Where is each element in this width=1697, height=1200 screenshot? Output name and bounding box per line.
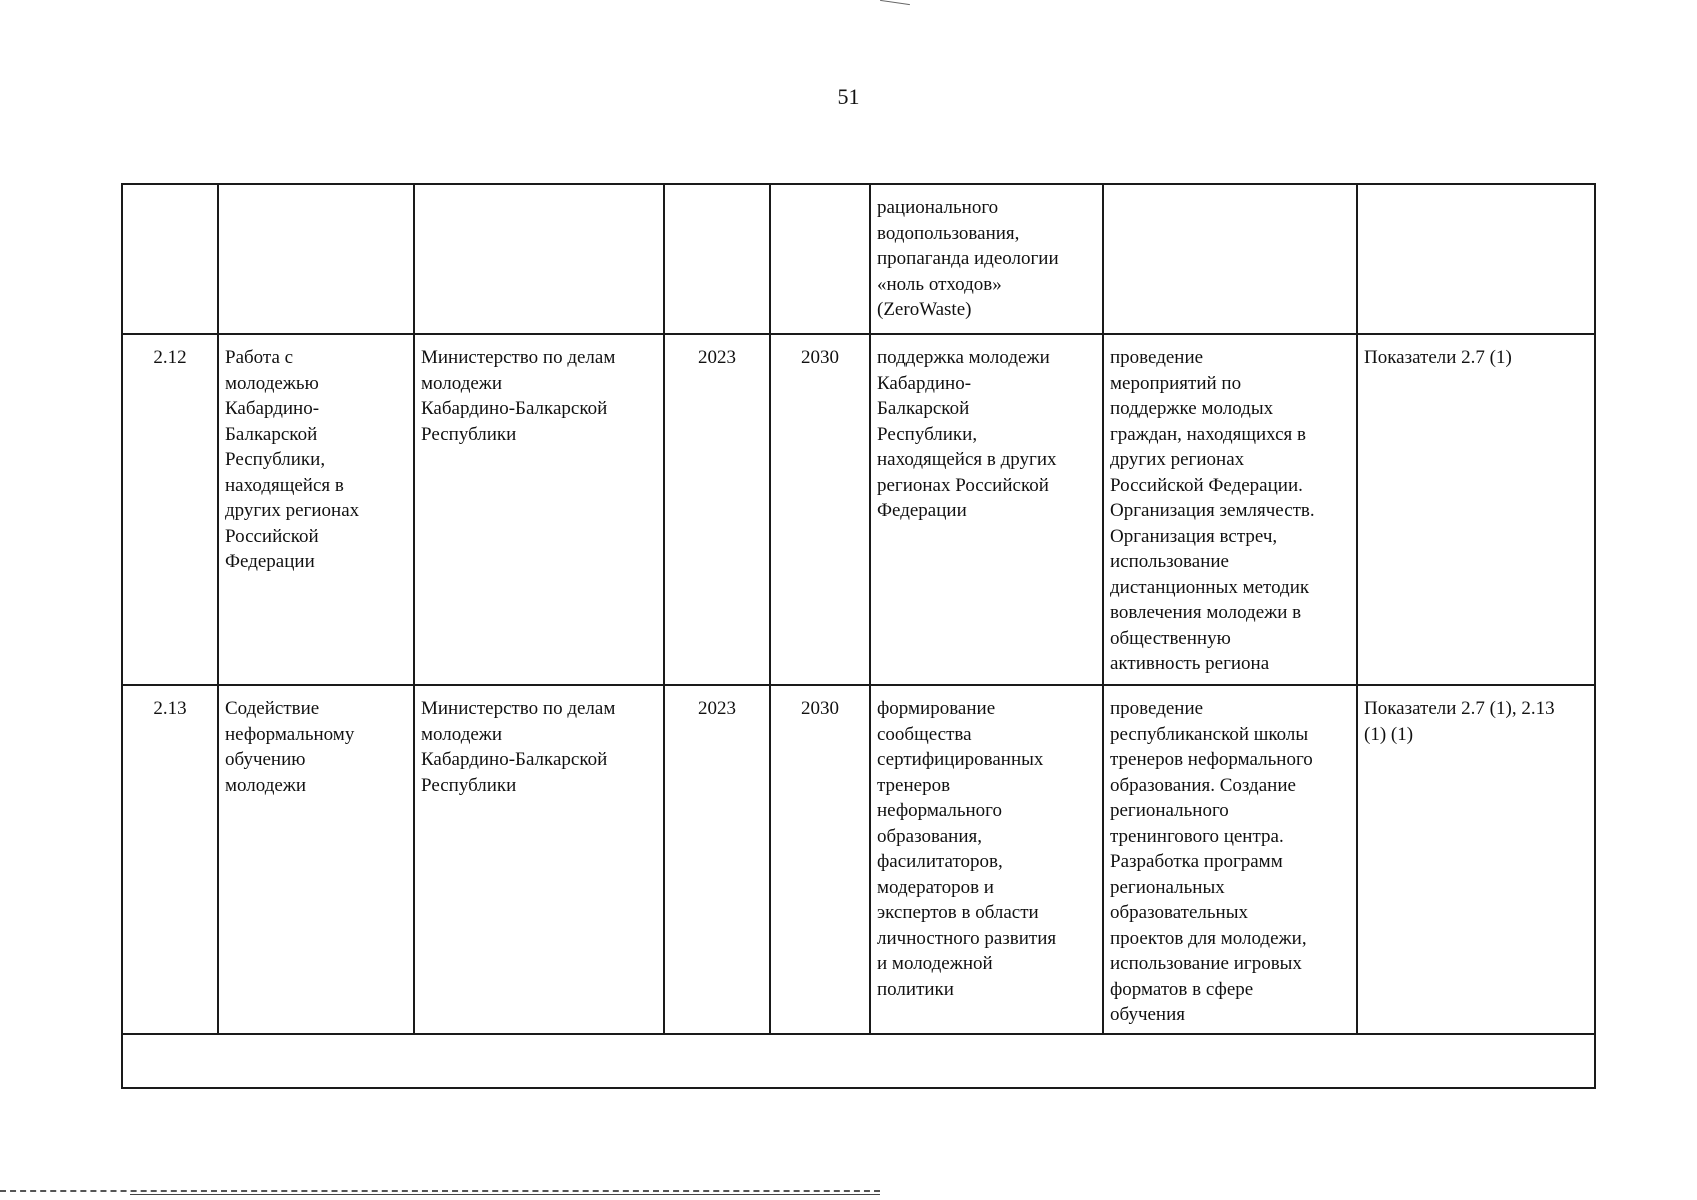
cell-number: 2.13: [122, 685, 218, 1034]
cell-end-year: 2030: [770, 685, 870, 1034]
cell-start-year: 2023: [664, 334, 770, 685]
cell-direction: рационального водопользования, пропаганда идеологии «ноль отходов» (ZeroWaste): [870, 184, 1103, 334]
table-row: [122, 334, 1595, 685]
cell-direction: формирование сообщества сертифицированных тренеров неформального образования, фасилитаторов, модераторов и экспертов в области личностного развития и молодежной политики: [870, 685, 1103, 1034]
cell-indicators: [1357, 184, 1595, 334]
cell-activity-name: [218, 184, 414, 334]
cell-start-year: 2023: [664, 685, 770, 1034]
cell-executor: Министерство по делам молодежи Кабардино-Балкарской Республики: [414, 685, 664, 1034]
scan-artifact-top: [880, 0, 910, 5]
cell-number: [122, 184, 218, 334]
cell-activity-name: Работа с молодежью Кабардино- Балкарской Республики, находящейся в других регионах Российской Федерации: [218, 334, 414, 685]
activities-table: [121, 183, 1596, 1089]
cell-result: проведение мероприятий по поддержке молодых граждан, находящихся в других регионах Российской Федерации. Организация землячеств. Организация встреч, использование дистанционных методик вовлечения молодежи в общественную активность региона: [1103, 334, 1357, 685]
cell-start-year: [664, 184, 770, 334]
scan-artifact-bottom-line: [130, 1194, 880, 1195]
cell-indicators: Показатели 2.7 (1): [1357, 334, 1595, 685]
cell-end-year: 2030: [770, 334, 870, 685]
cell-result: проведение республиканской школы тренеров неформального образования. Создание регионального тренингового центра. Разработка программ региональных образовательных проектов для молодежи, использование игровых форматов в сфере обучения: [1103, 685, 1357, 1034]
table-row: [122, 184, 1595, 334]
cell-executor: Министерство по делам молодежи Кабардино-Балкарской Республики: [414, 334, 664, 685]
cell-end-year: [770, 184, 870, 334]
cell-number: 2.12: [122, 334, 218, 685]
scan-artifact-bottom: [0, 1190, 880, 1192]
cell-executor: [414, 184, 664, 334]
table-row: [122, 685, 1595, 1034]
cell-activity-name: Содействие неформальному обучению молодежи: [218, 685, 414, 1034]
table-row-empty: [122, 1034, 1595, 1088]
cell-direction: поддержка молодежи Кабардино- Балкарской Республики, находящейся в других регионах Российской Федерации: [870, 334, 1103, 685]
cell-indicators: Показатели 2.7 (1), 2.13 (1) (1): [1357, 685, 1595, 1034]
cell-result: [1103, 184, 1357, 334]
page-number: 51: [837, 84, 860, 109]
empty-footer-cell: [122, 1034, 1595, 1088]
